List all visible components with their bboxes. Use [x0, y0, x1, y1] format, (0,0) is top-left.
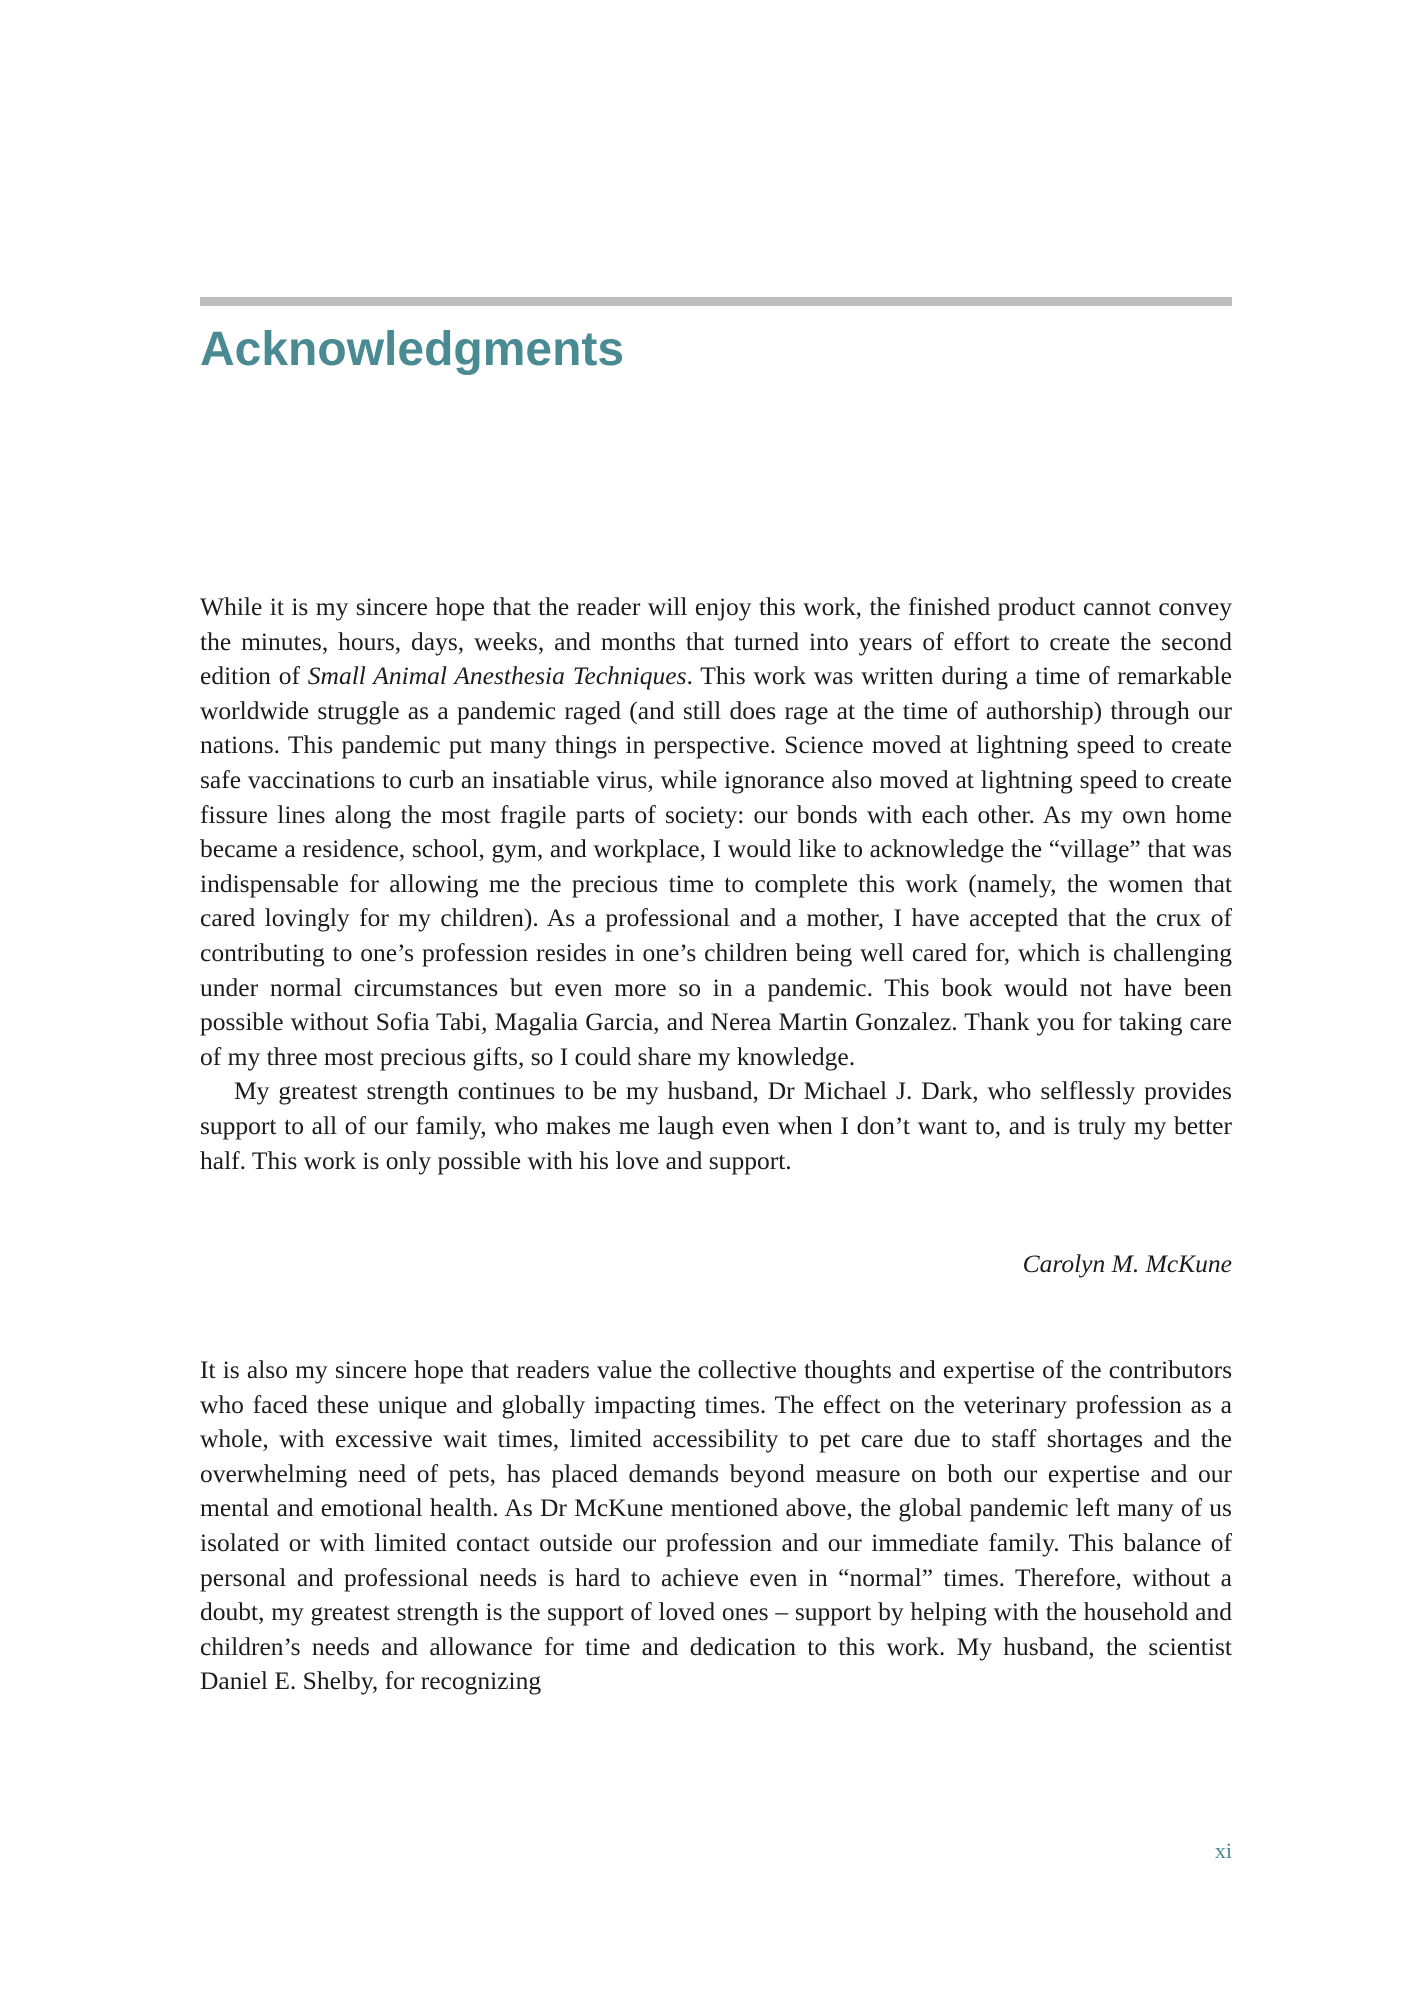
paragraph [200, 590, 1232, 1074]
page-number: xi [1214, 1838, 1232, 1863]
paragraph-text: While it is my sincere hope that the reader will enjoy this work, the finished product cannot convey the minutes, hours, days, weeks, and months that turned into years of effort to create the second edition of [200, 592, 1232, 691]
paragraph-text: . This work was written during a time of remarkable worldwide struggle as a pandemic raged (and still does rage at the time of authorship) through our nations. This pandemic put many things in perspective. Science moved at lightning speed to create safe vaccinations to curb an insatiable virus, while ignorance also moved at lightning speed to create fissure lines along the most fragile parts of society: our bonds with each other. As my own home became a residence, school, gym, and workplace, I would like to acknowledge the “village” that was indispensable for allowing me the precious time to complete this work (namely, the women that cared lovingly for my children). As a professional and a mother, I have accepted that the crux of contributing to one’s profession resides in one’s children being well cared for, which is challenging under normal circumstances but even more so in a pandemic. This book would not have been possible without Sofia Tabi, Magalia Garcia, and Nerea Martin Gonzalez. Thank you for taking care of my three most precious gifts, so I could share my knowledge. [200, 661, 1232, 1071]
acknowledgment-section-second-author [200, 1353, 1232, 1699]
paragraph: It is also my sincere hope that readers value the collective thoughts and expertise of the contributors who faced these unique and globally impacting times. The effect on the veterinary profession as a whole, with excessive wait times, limited accessibility to pet care due to staff shortages and the overwhelming need of pets, has placed demands beyond measure on both our expertise and our mental and emotional health. As Dr McKune mentioned above, the global pandemic left many of us isolated or with limited contact outside our profession and our immediate family. This balance of personal and professional needs is hard to achieve even in “normal” times. Therefore, without a doubt, my greatest strength is the support of loved ones – support by helping with the household and children’s needs and allowance for time and dedication to this work. My husband, the scientist Daniel E. Shelby, for recognizing [200, 1355, 1232, 1696]
chapter-title: Acknowledgments [200, 323, 625, 376]
author-signature: Carolyn M. McKune [1022, 1249, 1232, 1278]
paragraph: My greatest strength continues to be my husband, Dr Michael J. Dark, who selflessly provides support to all of our family, who makes me laugh even when I don’t want to, and is truly my better half. This work is only possible with his love and support. [200, 1076, 1232, 1175]
book-title-italic: Small Animal Anesthesia Techniques [307, 661, 687, 691]
acknowledgment-section-mckune [200, 590, 1232, 1178]
chapter-title-rule [200, 297, 1232, 306]
